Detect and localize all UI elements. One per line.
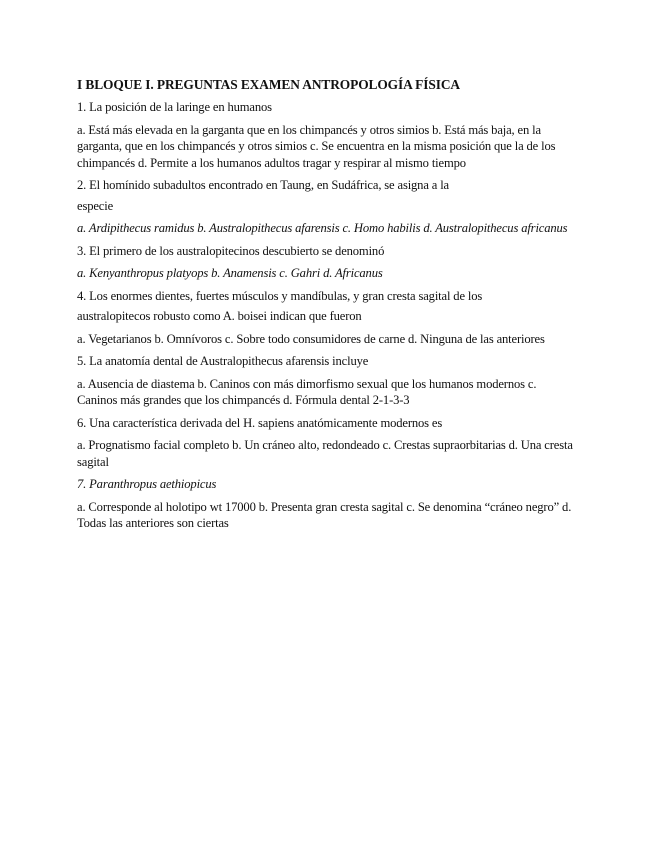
answers-3: a. Kenyanthropus platyops b. Anamensis c. Gahri d. Africanus: [77, 266, 383, 280]
answers-6: a. Prognatismo facial completo b. Un cráneo alto, redondeado c. Crestas supraorbitarias d. Una cresta sagital: [77, 438, 573, 469]
question-3: 3. El primero de los australopitecinos descubierto se denominó: [77, 243, 385, 258]
document-title: I BLOQUE I. PREGUNTAS EXAMEN ANTROPOLOGÍA FÍSICA: [77, 77, 460, 92]
question-4: 4. Los enormes dientes, fuertes músculos y mandíbulas, y gran cresta sagital de los: [77, 288, 483, 303]
question-5: 5. La anatomía dental de Australopithecus afarensis incluye: [77, 354, 369, 368]
answers-7: a. Corresponde al holotipo wt 17000 b. Presenta gran cresta sagital c. Se denomina “cráneo negro” d. Todas las anteriores son ciertas: [77, 499, 572, 530]
question-6: 6. Una característica derivada del H. sapiens anatómicamente modernos es: [77, 415, 443, 430]
answers-5: a. Ausencia de diastema b. Caninos con más dimorfismo sexual que los humanos modernos c. Caninos más grandes que los chimpancés d. Fórmula dental 2-1-3-3: [77, 376, 537, 407]
answers-2: a. Ardipithecus ramidus b. Australopithecus afarensis c. Homo habilis d. Australopithecus africanus: [77, 221, 568, 235]
answers-4: a. Vegetarianos b. Omnívoros c. Sobre todo consumidores de carne d. Ninguna de las anteriores: [77, 331, 545, 346]
question-2-continued: especie: [77, 198, 114, 213]
question-2: 2. El homínido subadultos encontrado en Taung, en Sudáfrica, se asigna a la: [77, 178, 449, 192]
question-7: 7. Paranthropus aethiopicus: [77, 477, 217, 491]
question-4-continued: australopitecos robusto como A. boisei indican que fueron: [77, 309, 362, 323]
answers-1: a. Está más elevada en la garganta que en los chimpancés y otros simios b. Está más baja, en la garganta, que en los chimpancés y otros simios c. Se encuentra en la misma posición que la de los chimpancés d. Permite a los humanos adultos tragar y respirar al mismo tiempo: [77, 122, 556, 170]
question-1: 1. La posición de la laringe en humanos: [77, 100, 272, 114]
document-content: [77, 76, 577, 538]
